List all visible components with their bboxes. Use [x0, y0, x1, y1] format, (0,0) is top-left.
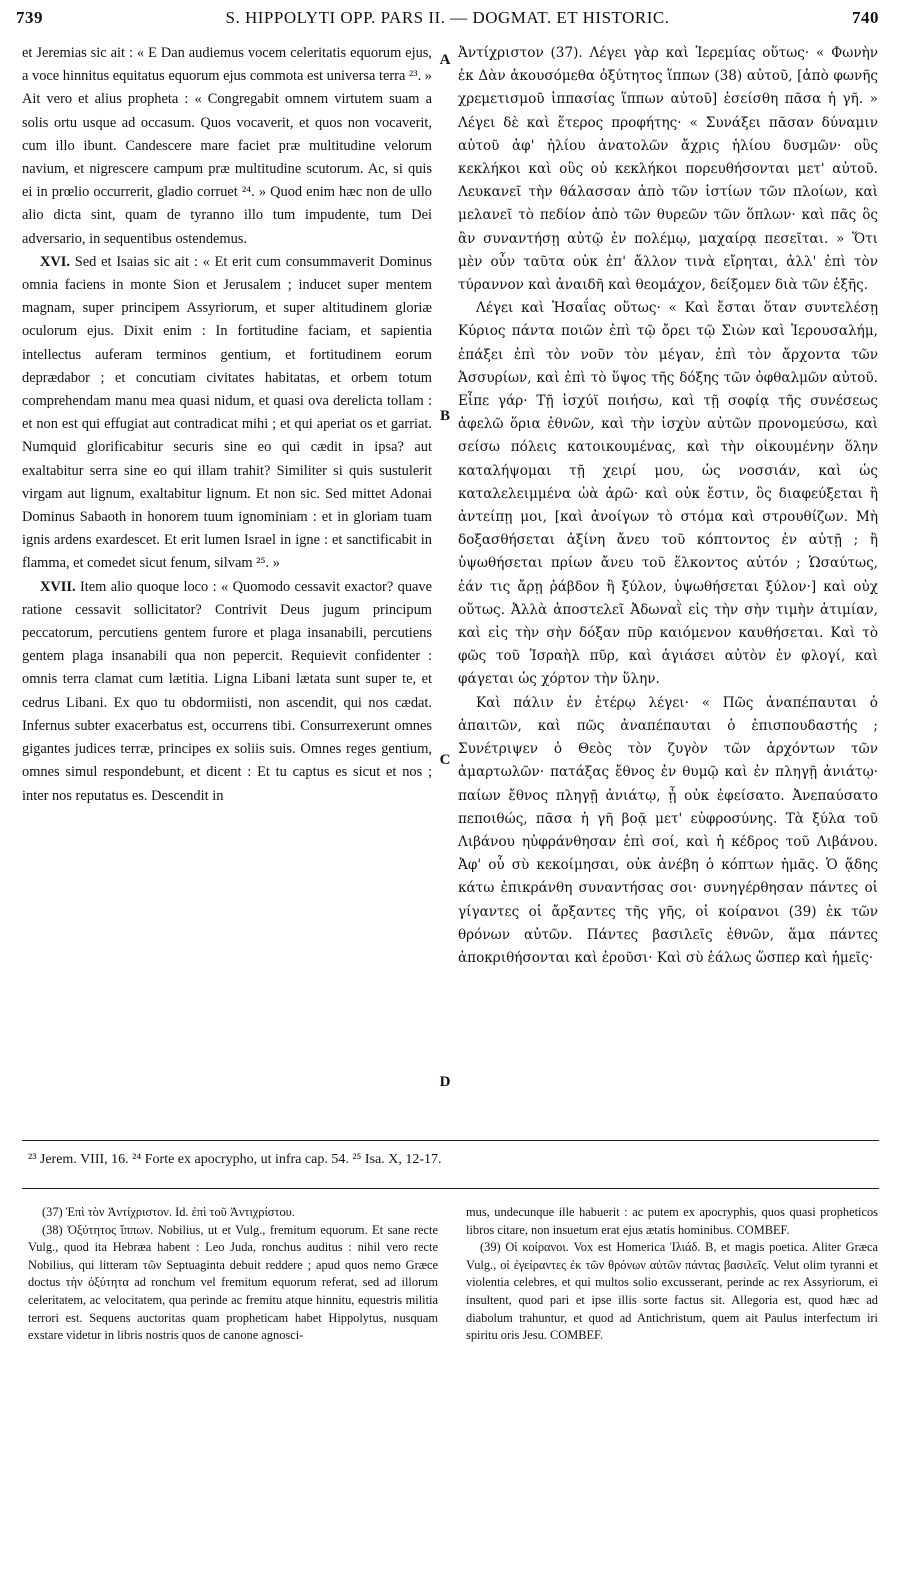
- latin-paragraph-3: [22, 576, 432, 808]
- footnote-references: ²³ Jerem. VIII, 16. ²⁴ Forte ex apocrypho, ut infra cap. 54. ²⁵ Isa. X, 12-17.: [28, 1152, 442, 1167]
- latin-column: [22, 42, 432, 1132]
- note-39: (39) Οἱ κοίρανοι. Vox est Homerica Ἰλιάδ. Β, et magis poetica. Aliter Græca Vulg., οἱ ἐγείραντες ἐκ τῶν θρόνων αὐτῶν πάντας βασιλεῖς. Velut olim tyranni et violentia celebres, et qui multos solio excusserant, perinde ac rex Assyriorum, ei insultent, quod pari et ipse illis sorte factus sit. Allegoria est, quod hæc ad diabolum trahuntur, et quod ad Antichristum, quem ait Paulus interfectum iri spiritu oris Jesu. COMBEF.: [466, 1240, 878, 1343]
- margin-letter-b: B: [439, 408, 450, 424]
- note-38-continued: mus, undecunque ille habuerit : ac putem ex apocryphis, quos quasi propheticos libros citare, non insuetum erat ejus ætatis hominibus. COMBEF.: [466, 1205, 878, 1237]
- page-number-right: 740: [852, 8, 879, 27]
- page-number-left: 739: [16, 8, 43, 27]
- latin-paragraph-2-text: Sed et Isaias sic ait : « Et erit cum consummaverit Dominus omnia faciens in monte Sion et Jerusalem ; inducet super mentem magnam, super principem Assyriorum, et super altitudinem gloriæ oculorum ejus. Dixit enim : In fortitudine faciam, et sapientia intellectus auferam terminos gentium, et fortitudinem eorum deprædabor ; et concutiam civitates habitatas, et orbem totum comprehendam manu mea quasi nidum, et quasi ova derelicta tollam : et non est qui effugiat aut contradicat mihi ; et qui aperiat os et garriat. Numquid glorificabitur securis sine eo qui cædit in ipsa? aut exaltabitur serra sine eo qui illam trahit? Similiter si quis sustulerit virgam aut lignum, exaltabitur lignum. Et non sic. Sed mittet Adonai Dominus Sabaoth in honorem tuum ignominiam : et in gloriam tuam ignis ardens exardescet. Et erit lumen Israel in igne : et sanctificabit in flamma, et comedet sicut fenum, silvam ²⁵. »: [22, 253, 432, 572]
- running-title: S. HIPPOLYTI OPP. PARS II. — DOGMAT. ET HISTORIC.: [225, 8, 670, 27]
- greek-paragraph-2: Λέγει καὶ Ἡσαΐας οὕτως· « Καὶ ἔσται ὅταν συντελέσῃ Κύριος πάντα ποιῶν ἐπὶ τῷ ὄρει τῷ Σιὼν καὶ Ἱερουσαλήμ, ἐπάξει ἐπὶ τὸν νοῦν τὸν μέγαν, ἐπὶ τὸν ἄρχοντα τῶν Ἀσσυρίων, καὶ ἐπὶ τὸ ὕψος τῆς δόξης τῶν ὀφθαλμῶν αὐτοῦ. Εἶπε γάρ· Τῇ ἰσχύϊ ποιήσω, καὶ τῇ σοφίᾳ τῆς συνέσεως ἀφελῶ ὅρια ἐθνῶν, καὶ τὴν ἰσχὺν αὐτῶν προνομεύσω, καὶ σείσω πόλεις κατοικουμένας, καὶ τὴν οἰκουμένην ὅλην καταλήψομαι τῇ χειρί μου, ὡς νοσσιάν, καὶ ὡς καταλελειμμένα ὠὰ ἀρῶ· καὶ οὐκ ἔστιν, ὃς διαφεύξεται ἢ ἀντείπῃ μοι, [καὶ ἀνοίγων τὸ στόμα καὶ στρουθίζων. Μὴ δοξασθήσεται ἀξίνη ἄνευ τοῦ κόπτοντος ἐν αὐτῇ ; ἢ ὑψωθήσεται πρίων ἄνευ τοῦ ἕλκοντος αὐτόν ; Ὡσαύτως, ἐάν τις ἄρῃ ῥάβδον ἢ ξύλον, ὑψωθήσεται ξύλον·] καὶ οὐχ οὕτως. Ἀλλὰ ἀποστελεῖ Ἀδωναῒ εἰς τὴν σὴν τιμὴν ἀτιμίαν, καὶ εἰς τὴν σὴν δόξαν πῦρ καιόμενον καυθήσεται. Καὶ τὸ φῶς τοῦ Ἰσραὴλ πῦρ, καὶ ἁγιάσει αὐτὸν ἐν φλογί, καὶ φάγεται ὡς χόρτον τὴν ὕλην.: [458, 300, 878, 688]
- chapter-number-16: XVI.: [40, 253, 70, 270]
- margin-letter-d: D: [439, 1074, 451, 1090]
- notes-right-column: [466, 1204, 878, 1554]
- margin-letter-c: C: [439, 752, 451, 768]
- notes-left-column: [28, 1204, 438, 1554]
- greek-column: [458, 42, 878, 1132]
- footnote-rule: [22, 1140, 879, 1141]
- note-37: (37) Ἐπὶ τὸν Ἀντίχριστον. Id. ἐπὶ τοῦ Ἀντιχρίστου.: [42, 1205, 295, 1219]
- chapter-number-17: XVII.: [40, 578, 76, 595]
- running-header: [16, 8, 879, 32]
- greek-paragraph-1: Ἀντίχριστον (37). Λέγει γὰρ καὶ Ἱερεμίας οὕτως· « Φωνὴν ἐκ Δὰν ἀκουσόμεθα ὀξύτητος ἵππων (38) αὐτοῦ, [ἀπὸ φωνῆς χρεμετισμοῦ ἱππασίας ἵππων αὐτοῦ] ἐσείσθη πᾶσα ἡ γῆ. » Λέγει δὲ καὶ ἕτερος προφήτης· « Συνάξει πᾶσαν δύναμιν αὐτοῦ ἀφ' ἡλίου ἀνατολῶν ἄχρις ἡλίου δυσμῶν· οὓς κεκλήκοι καὶ οὓς οὐ κεκλήκοι πορευθήσονται μετ' αὐτοῦ. Λευκανεῖ τὴν θάλασσαν ἀπὸ τῶν ἱστίων τῶν πλοίων, καὶ μελανεῖ τὸ πεδίον ἀπὸ τῶν θυρεῶν τῶν ὅπλων· καὶ πᾶς ὃς ἂν συναντήσῃ αὐτῷ ἐν πολέμῳ, μαχαίρᾳ πεσεῖται. » Ὅτι μὲν οὖν ταῦτα οὐκ ἐπ' ἄλλον τινὰ εἴρηται, ἀλλ' ἐπὶ τὸν τύραννον καὶ ἀναιδῆ καὶ θεομάχον, δείξομεν διὰ τῶν ἑξῆς.: [458, 45, 878, 294]
- latin-paragraph-3-text: Item alio quoque loco : « Quomodo cessavit exactor? quave ratione cessavit sollicitator? Contrivit Deus jugum principum peccatorum, percutiens gentem furore et plaga insanabili, percutiens gentem plaga insanabili qua non pepercit. Requievit confidenter : omnis terra clamat cum lætitia. Ligna Libani lætata sunt super te, et cedrus Libani. Ex quo tu obdormiisti, non ascendit, qui nos cædat. Infernus subter exacerbatus est, occurrens tibi. Consurrexerunt omnes gigantes judices terræ, principes ex soliis suis. Omnes reges gentium, omnes simul respondebunt, et dicent : Et tu captus es sicut et nos ; inter nos reputatus es. Descendit in: [22, 578, 432, 804]
- latin-paragraph-2: [22, 251, 432, 576]
- notes-rule: [22, 1188, 879, 1189]
- margin-letter-a: A: [439, 52, 451, 68]
- latin-paragraph-1: et Jeremias sic ait : « E Dan audiemus vocem celeritatis equorum ejus, a voce hinnitus equitatus equorum ejus commota est universa terra ²³. » Ait vero et alius propheta : « Congregabit omnem virtutem suam a solis ortu usque ad occasum. Quos vocaverit, et quos non vocaverit, cum illo ibunt. Candescere mare faciet præ multitudine velorum navium, et nigrescere campum præ multitudine scutorum. Ac, si quis ei in prœlio occurrerit, gladio corruet ²⁴. » Quod enim hæc non de ullo alio dicta sint, quam de tyranno illo tum impudente, tum Dei adversario, in sequentibus ostendemus.: [22, 45, 432, 247]
- note-38: (38) Ὀξύτητος ἵππων. Nobilius, ut et Vulg., fremitum equorum. Et sane recte Vulg., quod ita Hebræa habent : Leo Juda, ronchus auditus : nihil vero recte Nobilius, qui litteram τῶν Septuaginta debuit reddere ; apud quos nemo Græce doctus τὴν ὀξύτητα ad ronchum vel fremitum equorum referat, sed ad illorum celeritatem, ac velocitatem, qua perinde ac fremitu atque hinnitu, equestris militia terrori est. Sequens auctoritas quam propheticam habet Hippolytus, nusquam exstare videtur in libris nostris quos de canone agnosci-: [28, 1222, 438, 1343]
- greek-paragraph-3: Καὶ πάλιν ἐν ἑτέρῳ λέγει· « Πῶς ἀναπέπαυται ὁ ἀπαιτῶν, καὶ πῶς ἀναπέπαυται ὁ ἐπισπουδαστής ; Συνέτριψεν ὁ Θεὸς τὸν ζυγὸν τῶν ἀρχόντων τῶν ἁμαρτωλῶν· πατάξας ἔθνος ἐν θυμῷ καὶ ἐν πληγῇ ἀνιάτῳ· παίων ἔθνος πληγῇ ἀνιάτῳ, ᾗ οὐκ ἐφείσατο. Ἀνεπαύσατο πεποιθώς, πᾶσα ἡ γῆ βοᾷ μετ' εὐφροσύνης. Τὰ ξύλα τοῦ Λιβάνου ηὐφράνθησαν ἐπὶ σοί, καὶ ἡ κέδρος τοῦ Λιβάνου. Ἀφ' οὗ σὺ κεκοίμησαι, οὐκ ἀνέβη ὁ κόπτων ἡμᾶς. Ὁ ᾅδης κάτω ἐπικράνθη συναντήσας σοι· συνηγέρθησαν πάντες οἱ γίγαντες οἱ ἄρξαντες τῆς γῆς, οἱ κοίρανοι (39) ἐκ τῶν θρόνων αὐτῶν. Πάντες βασιλεῖς ἐθνῶν, ἅμα πάντες ἀποκριθήσονται καὶ ἐροῦσι· Καὶ σὺ ἑάλως ὥσπερ καὶ ἡμεῖς·: [458, 694, 878, 966]
